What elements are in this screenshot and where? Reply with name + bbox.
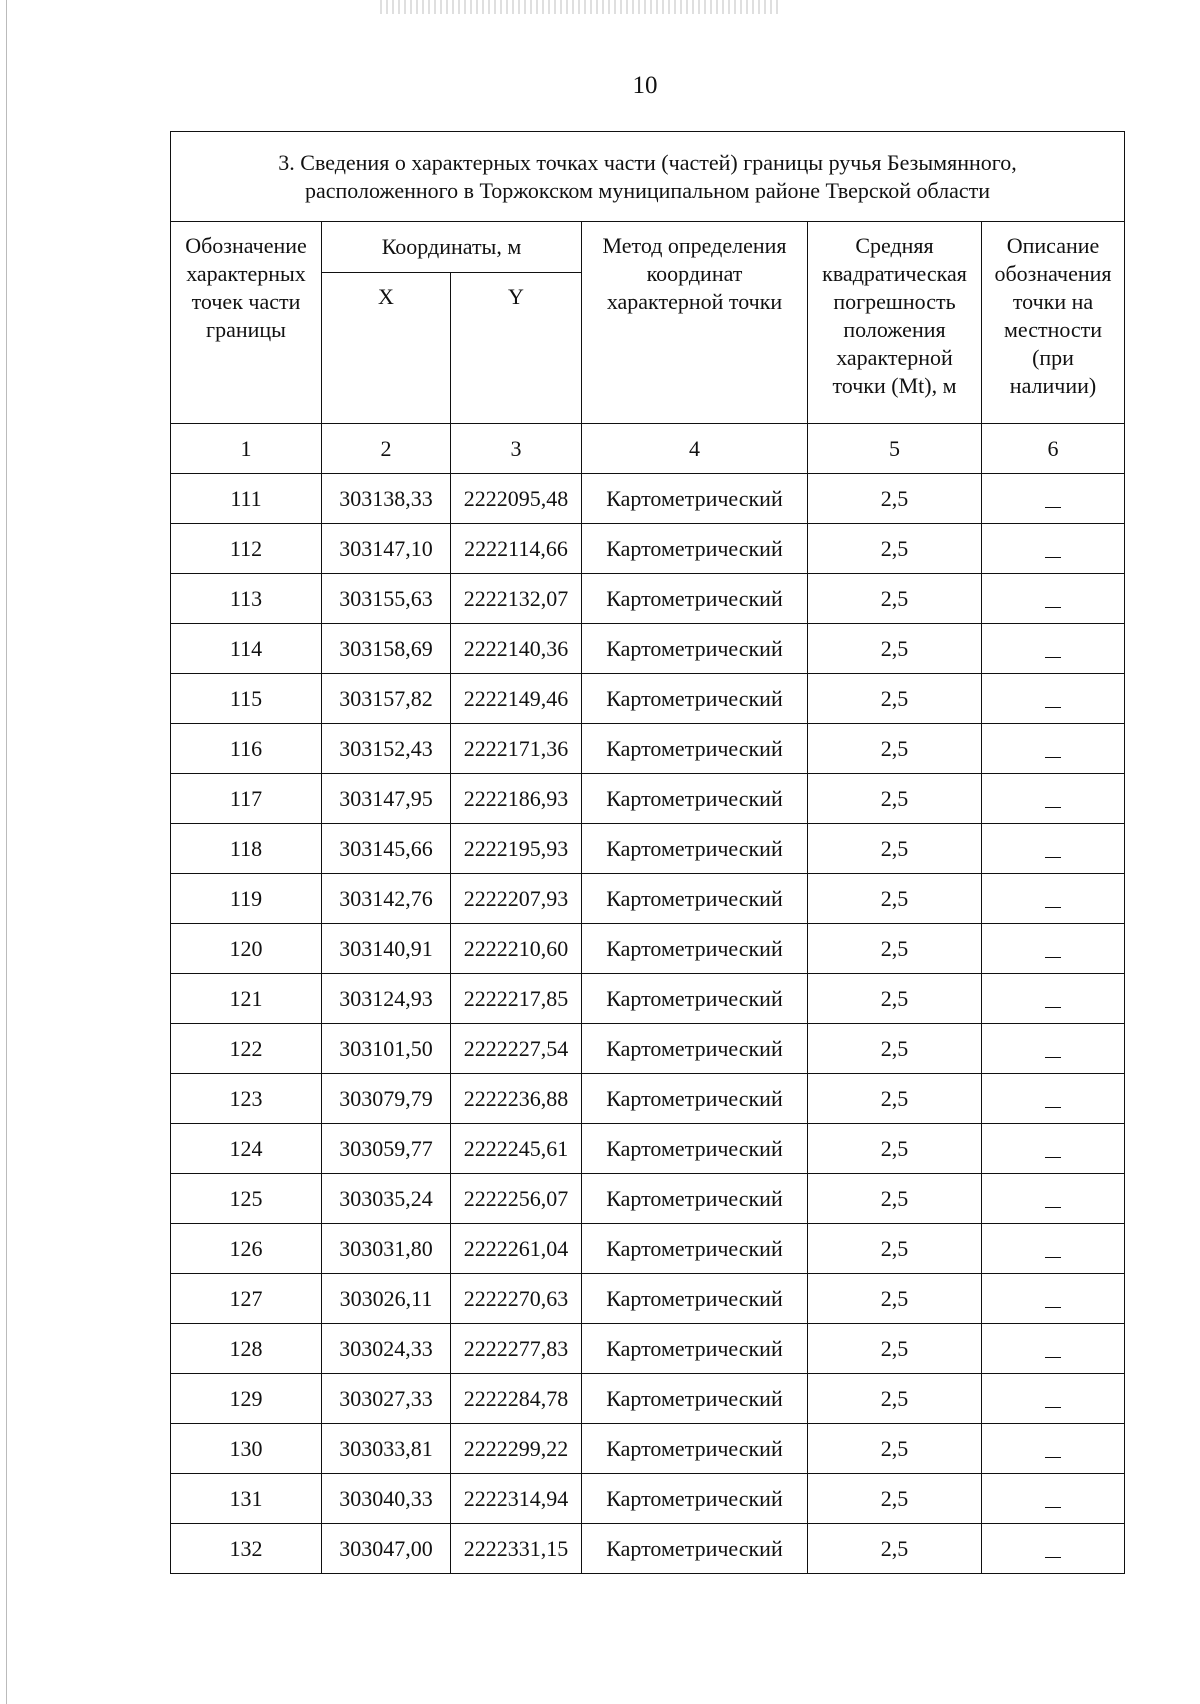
description-cell: [982, 1524, 1125, 1574]
mt-cell: 2,5: [808, 1024, 982, 1074]
y-cell: 2222245,61: [451, 1124, 582, 1174]
mt-cell: 2,5: [808, 474, 982, 524]
y-cell: 2222114,66: [451, 524, 582, 574]
x-cell: 303152,43: [322, 724, 451, 774]
table-row: [171, 1024, 1125, 1074]
header-method: Метод определения координат характерной точки: [582, 222, 808, 424]
method-cell: Картометрический: [582, 1274, 808, 1324]
mt-cell: 2,5: [808, 1274, 982, 1324]
point-cell: 117: [171, 774, 322, 824]
mt-cell: 2,5: [808, 774, 982, 824]
description-cell: [982, 1024, 1125, 1074]
point-cell: 127: [171, 1274, 322, 1324]
method-cell: Картометрический: [582, 524, 808, 574]
table-title-line-1: 3. Сведения о характерных точках части (частей) границы ручья Безымянного,: [278, 149, 1017, 175]
description-cell: [982, 774, 1125, 824]
table-row: [171, 474, 1125, 524]
column-number: 3: [451, 424, 582, 474]
mt-cell: 2,5: [808, 1074, 982, 1124]
dash-mark: [1045, 657, 1061, 659]
point-cell: 118: [171, 824, 322, 874]
mt-cell: 2,5: [808, 574, 982, 624]
description-cell: [982, 974, 1125, 1024]
y-cell: 2222314,94: [451, 1474, 582, 1524]
dash-mark: [1045, 607, 1061, 609]
dash-mark: [1045, 907, 1061, 909]
column-number: 4: [582, 424, 808, 474]
y-cell: 2222277,83: [451, 1324, 582, 1374]
header-mean-square-error: Средняя квадратическая погрешность положения характерной точки (Mt), м: [808, 222, 982, 424]
point-cell: 116: [171, 724, 322, 774]
method-cell: Картометрический: [582, 874, 808, 924]
table-row: [171, 524, 1125, 574]
y-cell: 2222284,78: [451, 1374, 582, 1424]
header-y: Y: [451, 273, 582, 424]
point-cell: 113: [171, 574, 322, 624]
point-cell: 111: [171, 474, 322, 524]
method-cell: Картометрический: [582, 674, 808, 724]
dash-mark: [1045, 1357, 1061, 1359]
point-cell: 124: [171, 1124, 322, 1174]
dash-mark: [1045, 1307, 1061, 1309]
y-cell: 2222171,36: [451, 724, 582, 774]
method-cell: Картометрический: [582, 624, 808, 674]
dash-mark: [1045, 1057, 1061, 1059]
x-cell: 303155,63: [322, 574, 451, 624]
dash-mark: [1045, 807, 1061, 809]
description-cell: [982, 874, 1125, 924]
y-cell: 2222132,07: [451, 574, 582, 624]
y-cell: 2222186,93: [451, 774, 582, 824]
table-row: [171, 1274, 1125, 1324]
dash-mark: [1045, 957, 1061, 959]
dash-mark: [1045, 1157, 1061, 1159]
point-cell: 114: [171, 624, 322, 674]
description-cell: [982, 1424, 1125, 1474]
table-title: [171, 132, 1125, 222]
x-cell: 303079,79: [322, 1074, 451, 1124]
header-coordinates: Координаты, м: [322, 222, 582, 273]
dash-mark: [1045, 1507, 1061, 1509]
table-row: [171, 1424, 1125, 1474]
method-cell: Картометрический: [582, 724, 808, 774]
description-cell: [982, 1274, 1125, 1324]
scan-artifact: [380, 0, 780, 14]
table-row: [171, 774, 1125, 824]
method-cell: Картометрический: [582, 474, 808, 524]
dash-mark: [1045, 857, 1061, 859]
method-cell: Картометрический: [582, 924, 808, 974]
y-cell: 2222140,36: [451, 624, 582, 674]
method-cell: Картометрический: [582, 1024, 808, 1074]
point-cell: 125: [171, 1174, 322, 1224]
mt-cell: 2,5: [808, 1324, 982, 1374]
column-number: 5: [808, 424, 982, 474]
table-row: [171, 924, 1125, 974]
method-cell: Картометрический: [582, 1324, 808, 1374]
description-cell: [982, 1074, 1125, 1124]
y-cell: 2222149,46: [451, 674, 582, 724]
mt-cell: 2,5: [808, 1224, 982, 1274]
mt-cell: 2,5: [808, 974, 982, 1024]
description-cell: [982, 1124, 1125, 1174]
description-cell: [982, 674, 1125, 724]
y-cell: 2222299,22: [451, 1424, 582, 1474]
y-cell: 2222256,07: [451, 1174, 582, 1224]
y-cell: 2222095,48: [451, 474, 582, 524]
table-row: [171, 874, 1125, 924]
y-cell: 2222195,93: [451, 824, 582, 874]
description-cell: [982, 1474, 1125, 1524]
y-cell: 2222236,88: [451, 1074, 582, 1124]
description-cell: [982, 474, 1125, 524]
table-body: [171, 474, 1125, 1574]
table-row: [171, 974, 1125, 1024]
column-numbers-row: [171, 424, 1125, 474]
method-cell: Картометрический: [582, 1224, 808, 1274]
point-cell: 120: [171, 924, 322, 974]
point-cell: 128: [171, 1324, 322, 1374]
dash-mark: [1045, 757, 1061, 759]
description-cell: [982, 924, 1125, 974]
dash-mark: [1045, 707, 1061, 709]
y-cell: 2222207,93: [451, 874, 582, 924]
method-cell: Картометрический: [582, 1424, 808, 1474]
mt-cell: 2,5: [808, 1374, 982, 1424]
method-cell: Картометрический: [582, 574, 808, 624]
point-cell: 129: [171, 1374, 322, 1424]
table-row: [171, 1324, 1125, 1374]
point-cell: 119: [171, 874, 322, 924]
x-cell: 303147,10: [322, 524, 451, 574]
method-cell: Картометрический: [582, 1474, 808, 1524]
dash-mark: [1045, 557, 1061, 559]
point-cell: 132: [171, 1524, 322, 1574]
x-cell: 303033,81: [322, 1424, 451, 1474]
dash-mark: [1045, 1257, 1061, 1259]
x-cell: 303031,80: [322, 1224, 451, 1274]
table-row: [171, 574, 1125, 624]
header-x: X: [322, 273, 451, 424]
x-cell: 303158,69: [322, 624, 451, 674]
description-cell: [982, 724, 1125, 774]
x-cell: 303040,33: [322, 1474, 451, 1524]
y-cell: 2222261,04: [451, 1224, 582, 1274]
page-number: 10: [632, 72, 658, 99]
dash-mark: [1045, 1007, 1061, 1009]
x-cell: 303157,82: [322, 674, 451, 724]
method-cell: Картометрический: [582, 1374, 808, 1424]
table-row: [171, 1174, 1125, 1224]
x-cell: 303059,77: [322, 1124, 451, 1174]
x-cell: 303101,50: [322, 1024, 451, 1074]
mt-cell: 2,5: [808, 824, 982, 874]
point-cell: 122: [171, 1024, 322, 1074]
scan-edge-line: [6, 0, 7, 1704]
y-cell: 2222210,60: [451, 924, 582, 974]
point-cell: 121: [171, 974, 322, 1024]
mt-cell: 2,5: [808, 674, 982, 724]
mt-cell: 2,5: [808, 924, 982, 974]
column-number: 2: [322, 424, 451, 474]
x-cell: 303138,33: [322, 474, 451, 524]
mt-cell: 2,5: [808, 1124, 982, 1174]
table-row: [171, 624, 1125, 674]
x-cell: 303027,33: [322, 1374, 451, 1424]
column-number: 1: [171, 424, 322, 474]
header-description: Описание обозначения точки на местности (при наличии): [982, 222, 1125, 424]
mt-cell: 2,5: [808, 524, 982, 574]
x-cell: 303035,24: [322, 1174, 451, 1224]
dash-mark: [1045, 1107, 1061, 1109]
table-row: [171, 1224, 1125, 1274]
point-cell: 126: [171, 1224, 322, 1274]
point-cell: 131: [171, 1474, 322, 1524]
description-cell: [982, 1324, 1125, 1374]
description-cell: [982, 624, 1125, 674]
method-cell: Картометрический: [582, 824, 808, 874]
y-cell: 2222217,85: [451, 974, 582, 1024]
x-cell: 303140,91: [322, 924, 451, 974]
column-number: 6: [982, 424, 1125, 474]
table-title-line-2: расположенного в Торжокском муниципальном районе Тверской области: [304, 177, 991, 203]
mt-cell: 2,5: [808, 1424, 982, 1474]
method-cell: Картометрический: [582, 1074, 808, 1124]
dash-mark: [1045, 1557, 1061, 1559]
y-cell: 2222331,15: [451, 1524, 582, 1574]
method-cell: Картометрический: [582, 1524, 808, 1574]
mt-cell: 2,5: [808, 1474, 982, 1524]
point-cell: 115: [171, 674, 322, 724]
y-cell: 2222270,63: [451, 1274, 582, 1324]
table-row: [171, 1074, 1125, 1124]
description-cell: [982, 1374, 1125, 1424]
mt-cell: 2,5: [808, 624, 982, 674]
dash-mark: [1045, 1207, 1061, 1209]
table-row: [171, 824, 1125, 874]
table-row: [171, 1524, 1125, 1574]
x-cell: 303047,00: [322, 1524, 451, 1574]
table-row: [171, 1474, 1125, 1524]
mt-cell: 2,5: [808, 874, 982, 924]
x-cell: 303142,76: [322, 874, 451, 924]
description-cell: [982, 824, 1125, 874]
method-cell: Картометрический: [582, 974, 808, 1024]
point-cell: 130: [171, 1424, 322, 1474]
header-designation: Обозначение характерных точек части границы: [171, 222, 322, 424]
dash-mark: [1045, 507, 1061, 509]
x-cell: 303026,11: [322, 1274, 451, 1324]
mt-cell: 2,5: [808, 1174, 982, 1224]
table-row: [171, 674, 1125, 724]
table-row: [171, 1124, 1125, 1174]
point-cell: 112: [171, 524, 322, 574]
point-cell: 123: [171, 1074, 322, 1124]
x-cell: 303147,95: [322, 774, 451, 824]
description-cell: [982, 574, 1125, 624]
dash-mark: [1045, 1457, 1061, 1459]
boundary-points-table: [170, 131, 1125, 1574]
table-row: [171, 1374, 1125, 1424]
description-cell: [982, 1174, 1125, 1224]
x-cell: 303024,33: [322, 1324, 451, 1374]
description-cell: [982, 524, 1125, 574]
x-cell: 303124,93: [322, 974, 451, 1024]
table-row: [171, 724, 1125, 774]
dash-mark: [1045, 1407, 1061, 1409]
method-cell: Картометрический: [582, 1124, 808, 1174]
method-cell: Картометрический: [582, 1174, 808, 1224]
description-cell: [982, 1224, 1125, 1274]
mt-cell: 2,5: [808, 724, 982, 774]
mt-cell: 2,5: [808, 1524, 982, 1574]
method-cell: Картометрический: [582, 774, 808, 824]
y-cell: 2222227,54: [451, 1024, 582, 1074]
x-cell: 303145,66: [322, 824, 451, 874]
